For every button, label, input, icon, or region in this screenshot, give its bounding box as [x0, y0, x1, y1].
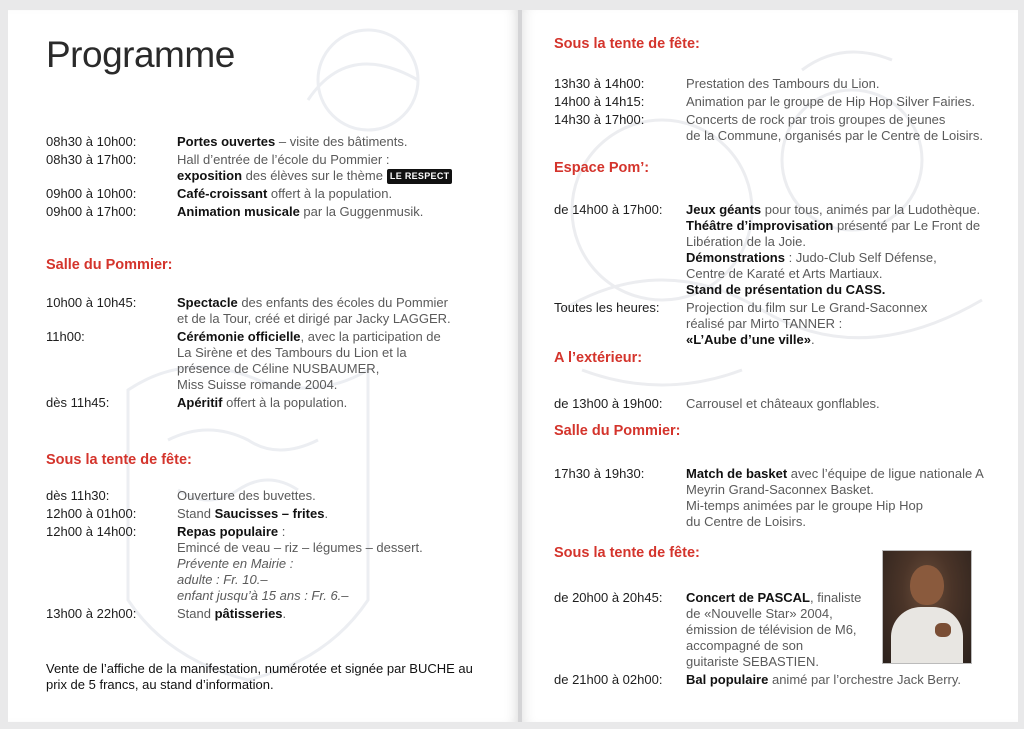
schedule-time: 13h00 à 22h00: [46, 606, 137, 621]
schedule-time: dès 11h45: [46, 395, 110, 410]
schedule-time: 10h00 à 10h45: [46, 295, 137, 310]
heading-sous-la-tente: Sous la tente de fête: [46, 452, 192, 468]
heading-a-l-exterieur: A l’extérieur: [554, 350, 643, 366]
schedule-time: 13h30 à 14h00: [554, 76, 645, 91]
poster-sale-note: Vente de l’affiche de la manifestation, numérotée et signée par BUCHE au prix de 5 francs, au stand d’information. [46, 661, 473, 692]
schedule-time: 14h00 à 14h15: [554, 94, 645, 109]
schedule-description: Cérémonie officielle, avec la participation de La Sirène et des Tambours du Lion et la présence de Céline NUSBAUMER, Miss Suisse romande 2004. [177, 329, 441, 392]
schedule-time: 09h00 à 17h00: [46, 204, 137, 219]
schedule-description: Animation musicale par la Guggenmusik. [177, 204, 424, 219]
schedule-time: 08h30 à 10h00: [46, 134, 137, 149]
schedule-description: Hall d’entrée de l’école du Pommier : exposition des élèves sur le thème LE RESPECT [177, 152, 452, 184]
schedule-description: Carrousel et châteaux gonflables. [686, 396, 880, 411]
schedule-description: Animation par le groupe de Hip Hop Silver Fairies. [686, 94, 976, 109]
heading-espace-pom: Espace Pom’: [554, 160, 650, 176]
schedule-time: 12h00 à 01h00: [46, 506, 137, 521]
schedule-description: Stand Saucisses – frites. [177, 506, 329, 521]
heading-salle-du-pommier: Salle du Pommier: [46, 257, 173, 273]
heading-sous-la-tente-afternoon: Sous la tente de fête: [554, 36, 700, 52]
schedule-description: Match de basket avec l’équipe de ligue nationale A Meyrin Grand-Saconnex Basket. Mi-temps animées par le groupe Hip Hop du Centre de Loisirs. [686, 466, 984, 529]
schedule-time: 11h00: [46, 329, 85, 344]
schedule-time: 17h30 à 19h30: [554, 466, 645, 481]
schedule-description: Projection du film sur Le Grand-Saconnex réalisé par Mirto TANNER : «L’Aube d’une ville». [686, 300, 928, 347]
page-title: Programme [46, 34, 235, 75]
schedule-description: Spectacle des enfants des écoles du Pommier et de la Tour, créé et dirigé par Jacky LAGGER. [177, 295, 451, 326]
schedule-time: Toutes les heures: [554, 300, 660, 315]
schedule-description: Ouverture des buvettes. [177, 488, 316, 503]
schedule-description: Apéritif offert à la population. [177, 395, 348, 410]
schedule-time: 14h30 à 17h00: [554, 112, 645, 127]
heading-salle-du-pommier-evening: Salle du Pommier: [554, 423, 681, 439]
right-page [522, 10, 1018, 722]
schedule-description: Café-croissant offert à la population. [177, 186, 393, 201]
schedule-time: de 21h00 à 02h00: [554, 672, 663, 687]
schedule-description: Prestation des Tambours du Lion. [686, 76, 880, 91]
schedule-time: de 13h00 à 19h00: [554, 396, 663, 411]
performer-photo [882, 550, 972, 664]
schedule-time: 08h30 à 17h00: [46, 152, 137, 167]
schedule-description: Bal populaire animé par l’orchestre Jack Berry. [686, 672, 962, 687]
schedule-time: de 20h00 à 20h45: [554, 590, 663, 605]
schedule-description: Stand pâtisseries. [177, 606, 287, 621]
schedule-time: 09h00 à 10h00: [46, 186, 137, 201]
schedule-time: de 14h00 à 17h00: [554, 202, 663, 217]
left-page [8, 10, 518, 722]
schedule-description: Repas populaire : Emincé de veau – riz – légumes – dessert. Prévente en Mairie : adulte : Fr. 10.– enfant jusqu’à 15 ans : Fr. 6.– [177, 524, 423, 603]
schedule-description: Jeux géants pour tous, animés par la Ludothèque. Théâtre d’improvisation présenté par Le Front de Libération de la Joie. Démonstrations : Judo-Club Self Défense, Centre de Karaté et Arts Martiaux. Stand de présentation du CASS. [686, 202, 981, 297]
schedule-description: Concerts de rock par trois groupes de jeunes de la Commune, organisés par le Centre de Loisirs. [686, 112, 983, 143]
schedule-time: dès 11h30: [46, 488, 110, 503]
heading-sous-la-tente-evening: Sous la tente de fête: [554, 545, 700, 561]
schedule-description: Concert de PASCAL, finaliste de «Nouvelle Star» 2004, émission de télévision de M6, accompagné de son guitariste SEBASTIEN. [686, 590, 862, 669]
schedule-time: 12h00 à 14h00: [46, 524, 137, 539]
schedule-description: Portes ouvertes – visite des bâtiments. [177, 134, 408, 149]
le-respect-logo: LE RESPECT [387, 169, 453, 184]
